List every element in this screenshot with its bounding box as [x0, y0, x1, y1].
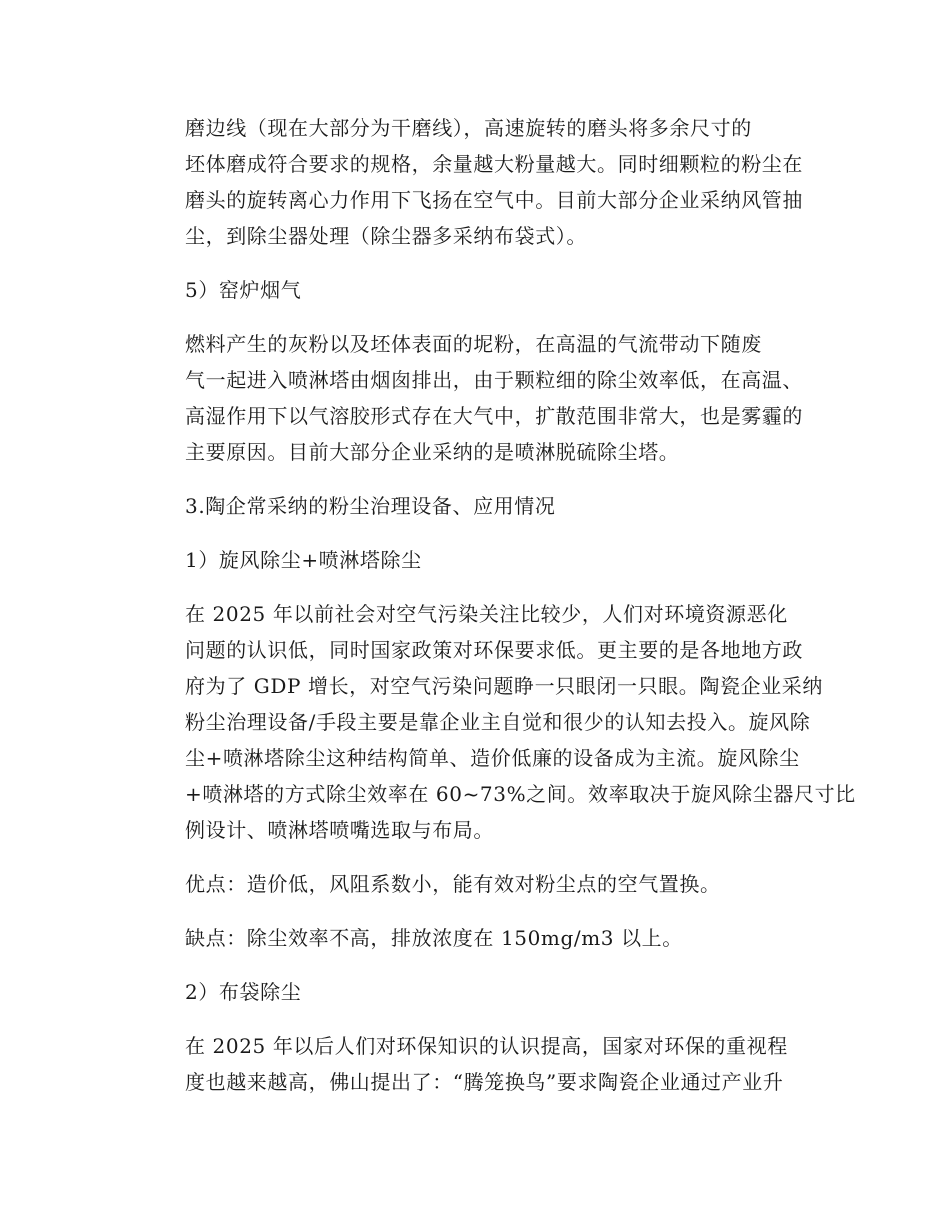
text-line: 在 2025 年以前社会对空气污染关注比较少，人们对环境资源恶化: [185, 602, 788, 626]
text-line: 例设计、喷淋塔喷嘴选取与布局。: [185, 818, 494, 842]
text-line: 府为了 GDP 增长，对空气污染问题睁一只眼闭一只眼。陶瓷企业采纳: [185, 674, 823, 698]
text-line: 主要原因。目前大部分企业采纳的是喷淋脱硫除尘塔。: [185, 440, 680, 464]
paragraph-pros: 优点：造价低，风阻系数小，能有效对粉尘点的空气置换。: [185, 872, 721, 896]
text-line: 燃料产生的灰粉以及坯体表面的坭粉，在高温的气流带动下随废: [185, 332, 762, 356]
text-line: 度也越来越高，佛山提出了：“腾笼换鸟”要求陶瓷企业通过产业升: [185, 1070, 784, 1094]
text-line: 尘+喷淋塔除尘这种结构简单、造价低廉的设备成为主流。旋风除尘: [185, 746, 800, 770]
paragraph-kiln-flue-gas: [143, 326, 805, 470]
text-line: 粉尘治理设备/手段主要是靠企业主自觉和很少的认知去投入。旋风除: [185, 710, 811, 734]
text-line: 磨头的旋转离心力作用下飞扬在空气中。目前大部分企业采纳风管抽: [185, 188, 803, 212]
text-line: 坯体磨成符合要求的规格，余量越大粉量越大。同时细颗粒的粉尘在: [185, 152, 803, 176]
text-line: +喷淋塔的方式除尘效率在 60~73%之间。效率取决于旋风除尘器尺寸比: [185, 782, 856, 806]
paragraph-bag-filter: [143, 1028, 805, 1100]
paragraph-grinding-line: [143, 110, 805, 254]
paragraph-cyclone-spray: [143, 596, 856, 848]
text-line: 尘，到除尘器处理（除尘器多采纳布袋式）。: [185, 224, 587, 248]
heading-dust-equipment: 3.陶企常采纳的粉尘治理设备、应用情况: [185, 494, 556, 518]
text-line: 磨边线（现在大部分为干磨线），高速旋转的磨头将多余尺寸的: [185, 116, 752, 140]
heading-bag-filter: 2）布袋除尘: [185, 980, 302, 1004]
text-line: 问题的认识低，同时国家政策对环保要求低。更主要的是各地地方政: [185, 638, 803, 662]
heading-cyclone-spray: 1）旋风除尘+喷淋塔除尘: [185, 548, 422, 572]
text-line: 气一起进入喷淋塔由烟囱排出，由于颗粒细的除尘效率低，在高温、: [185, 368, 803, 392]
text-line: 高湿作用下以气溶胶形式存在大气中，扩散范围非常大，也是雾霾的: [185, 404, 803, 428]
text-line: 在 2025 年以后人们对环保知识的认识提高，国家对环保的重视程: [185, 1034, 788, 1058]
paragraph-cons: 缺点：除尘效率不高，排放浓度在 150mg/m3 以上。: [185, 926, 683, 950]
heading-kiln-flue-gas: 5）窑炉烟气: [185, 278, 302, 302]
